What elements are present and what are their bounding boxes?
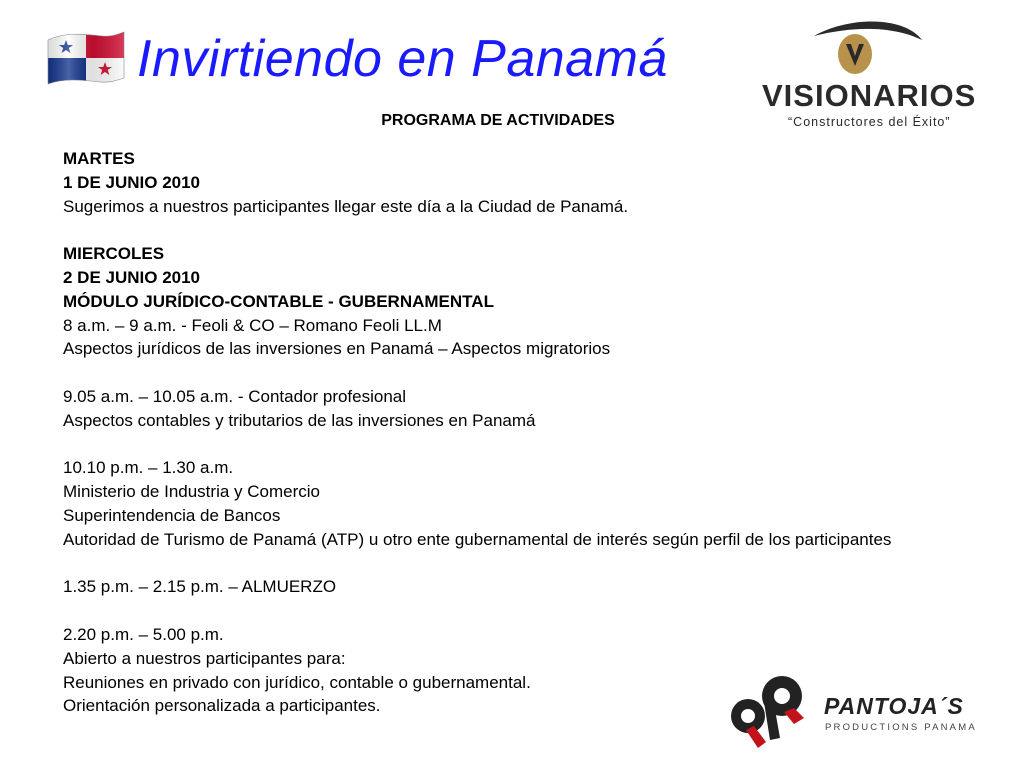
session4-time: 2.20 p.m. – 5.00 p.m. (63, 624, 224, 644)
day2-module: MÓDULO JURÍDICO-CONTABLE - GUBERNAMENTAL (63, 291, 494, 311)
session4-item: Orientación personalizada a participantes. (63, 696, 381, 716)
lunch-line: 1.35 p.m. – 2.15 p.m. – ALMUERZO (63, 577, 337, 597)
logo-visionarios-text: VISIONARIOS (762, 78, 977, 113)
session3-item: Autoridad de Turismo de Panamá (ATP) u otro ente gubernamental de interés según perfil de los participantes (63, 529, 892, 549)
program-content (63, 147, 943, 718)
pantojas-logo (724, 668, 1004, 752)
day1-note: Sugerimos a nuestros participantes llegar este día a la Ciudad de Panamá. (63, 196, 629, 216)
session4-item: Reuniones en privado con jurídico, contable o gubernamental. (63, 672, 531, 692)
logo-visionarios-tagline: “Constructores del Éxito” (788, 115, 951, 129)
session1-time: 8 a.m. – 9 a.m. - Feoli & CO – Romano Feoli LL.M (63, 315, 442, 335)
page-title: Invirtiendo en Panamá (137, 30, 668, 88)
session3-item: Superintendencia de Bancos (63, 505, 281, 525)
session3-time: 10.10 p.m. – 1.30 a.m. (63, 458, 234, 478)
day2-weekday: MIERCOLES (63, 244, 165, 264)
logo-arc (814, 21, 922, 40)
panama-flag-icon (44, 30, 126, 86)
session2-topic: Aspectos contables y tributarios de las inversiones en Panamá (63, 410, 536, 430)
day1-weekday: MARTES (63, 149, 135, 168)
program-heading: PROGRAMA DE ACTIVIDADES (381, 112, 615, 129)
pantojas-mark-icon (731, 676, 804, 748)
day2-date: 2 DE JUNIO 2010 (63, 267, 201, 287)
session3-item: Ministerio de Industria y Comercio (63, 482, 320, 502)
pantojas-name: PANTOJA´S (824, 693, 964, 719)
day1-date: 1 DE JUNIO 2010 (63, 172, 201, 192)
session2-time: 9.05 a.m. – 10.05 a.m. - Contador profesional (63, 386, 407, 406)
pantojas-tagline: PRODUCTIONS PANAMA (825, 722, 977, 733)
logo-eye (838, 34, 872, 74)
session1-topic: Aspectos jurídicos de las inversiones en Panamá – Aspectos migratorios (63, 339, 611, 359)
session4-intro: Abierto a nuestros participantes para: (63, 648, 346, 668)
